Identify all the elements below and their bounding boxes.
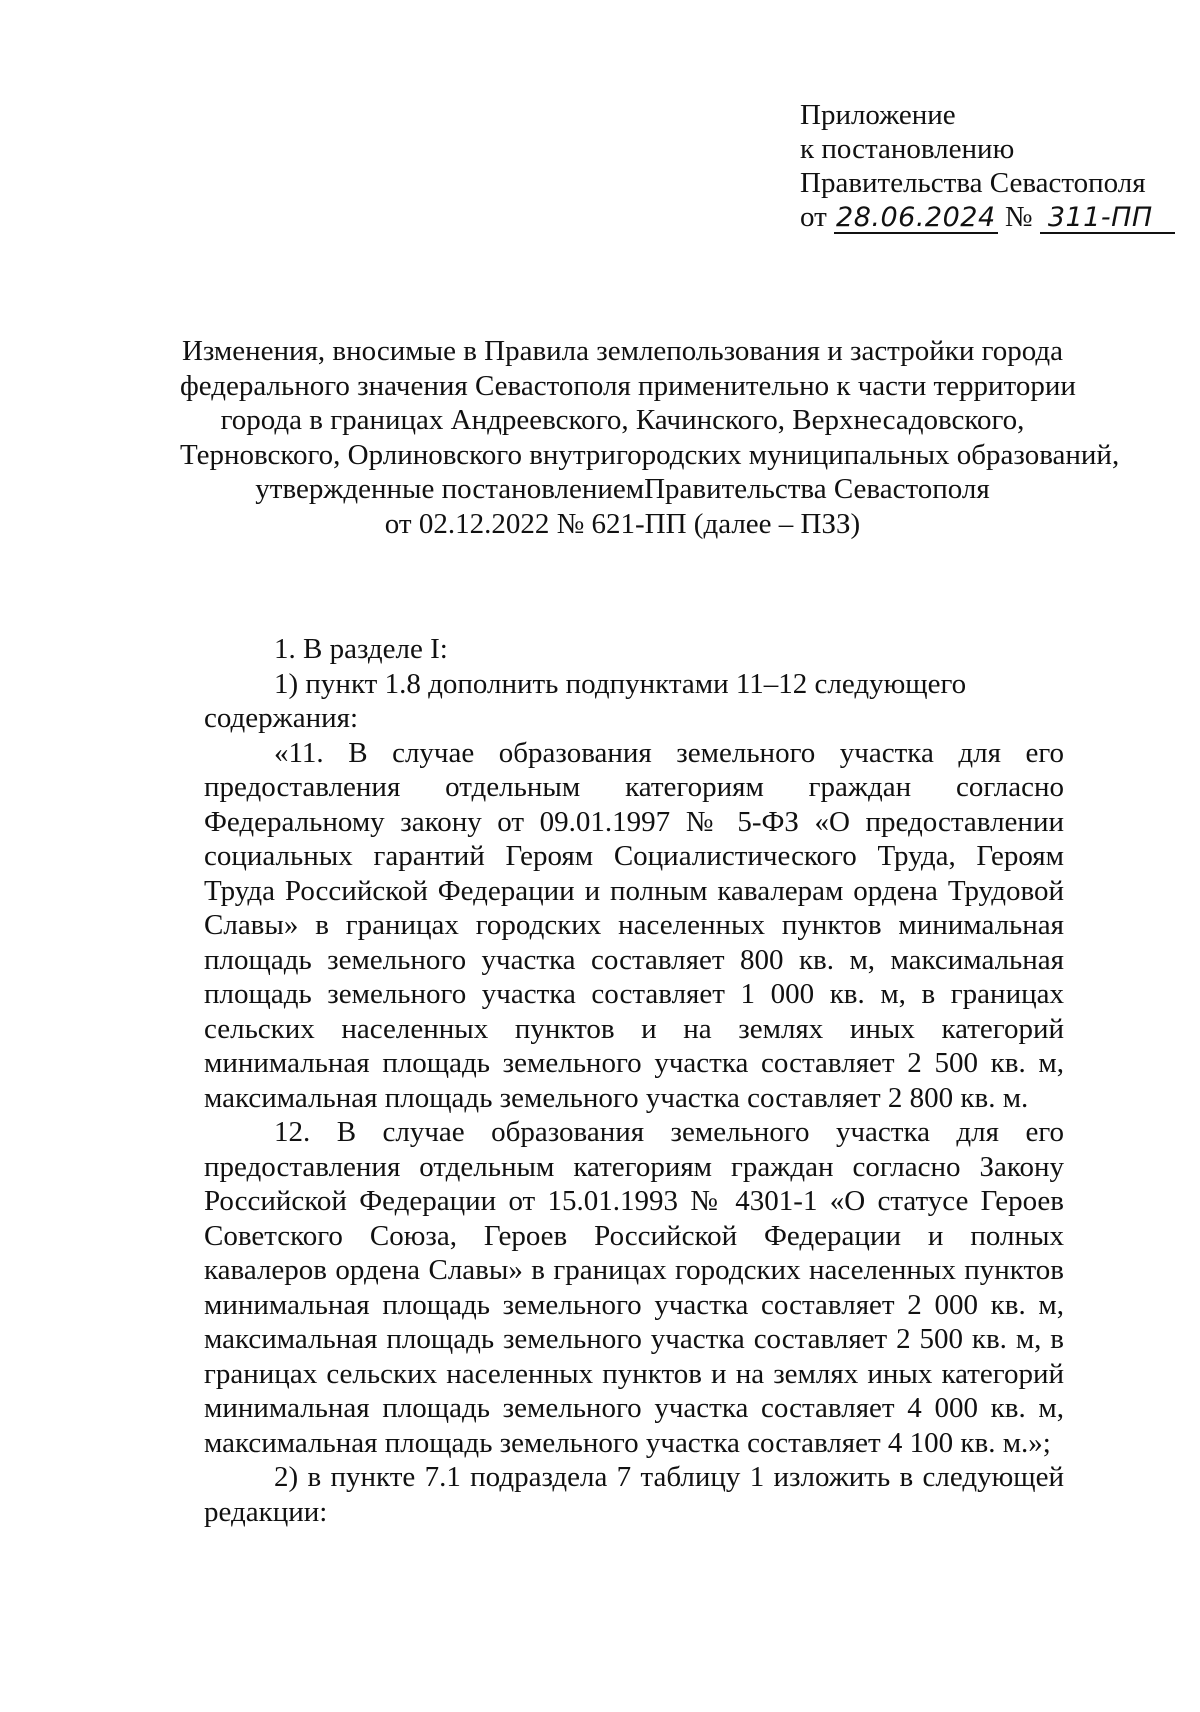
- appendix-header: [800, 98, 1175, 234]
- document-body: [204, 632, 1064, 1529]
- amendment-item-2: 2) в пункте 7.1 подраздела 7 таблицу 1 изложить в следующей редакции:: [204, 1461, 1064, 1528]
- date-prefix: от: [800, 201, 835, 233]
- handwritten-number: 311-ПП: [1040, 204, 1175, 234]
- title-line: Изменения, вносимые в Правила землепользования и застройки города: [181, 335, 1064, 367]
- appendix-resolution-ref: к постановлению: [800, 133, 1015, 165]
- number-prefix: №: [997, 201, 1040, 233]
- title-line: утвержденные постановлениемПравительства Севастополя: [255, 473, 990, 505]
- title-line: Терновского, Орлиновского внутригородских муниципальных образований,: [180, 438, 1120, 471]
- appendix-government: Правительства Севастополя: [800, 167, 1146, 199]
- amendment-item-1: 1) пункт 1.8 дополнить подпунктами 11–12 следующего содержания:: [204, 667, 967, 734]
- subpoint-11: «11. В случае образования земельного участка для его предоставления отдельным категориям граждан согласно Федеральному закону от 09.01.1997 № 5-ФЗ «О предоставлении социальных гарантий Героям Социалистического Труда, Героям Труда Российской Федерации и полным кавалерам ордена Трудовой Славы» в границах городских населенных пунктов минимальная площадь земельного участка составляет 800 кв. м, максимальная площадь земельного участка составляет 1 000 кв. м, в границах сельских населенных пунктов и на землях иных категорий минимальная площадь земельного участка составляет 2 500 кв. м, максимальная площадь земельного участка составляет 2 800 кв. м.: [204, 736, 1064, 1114]
- appendix-label: Приложение: [800, 99, 956, 131]
- title-line: города в границах Андреевского, Качинского, Верхнесадовского,: [220, 404, 1025, 436]
- appendix-date-number: [800, 200, 1175, 234]
- title-line: от 02.12.2022 № 621-ПП (далее – ПЗЗ): [384, 507, 861, 540]
- subpoint-12: 12. В случае образования земельного участка для его предоставления отдельным категориям граждан согласно Закону Российской Федерации от 15.01.1993 № 4301-1 «О статусе Героев Советского Союза, Героев Российской Федерации и полных кавалеров ордена Славы» в границах городских населенных пунктов минимальная площадь земельного участка составляет 2 000 кв. м, максимальная площадь земельного участка составляет 2 500 кв. м, в границах сельских населенных пунктов и на землях иных категорий минимальная площадь земельного участка составляет 4 000 кв. м, максимальная площадь земельного участка составляет 4 100 кв. м.»;: [204, 1116, 1064, 1459]
- section-heading: 1. В разделе I:: [274, 633, 448, 665]
- document-title: [180, 334, 1120, 541]
- title-line: федерального значения Севастополя применительно к части территории: [180, 369, 1076, 402]
- handwritten-date: 28.06.2024: [836, 202, 996, 233]
